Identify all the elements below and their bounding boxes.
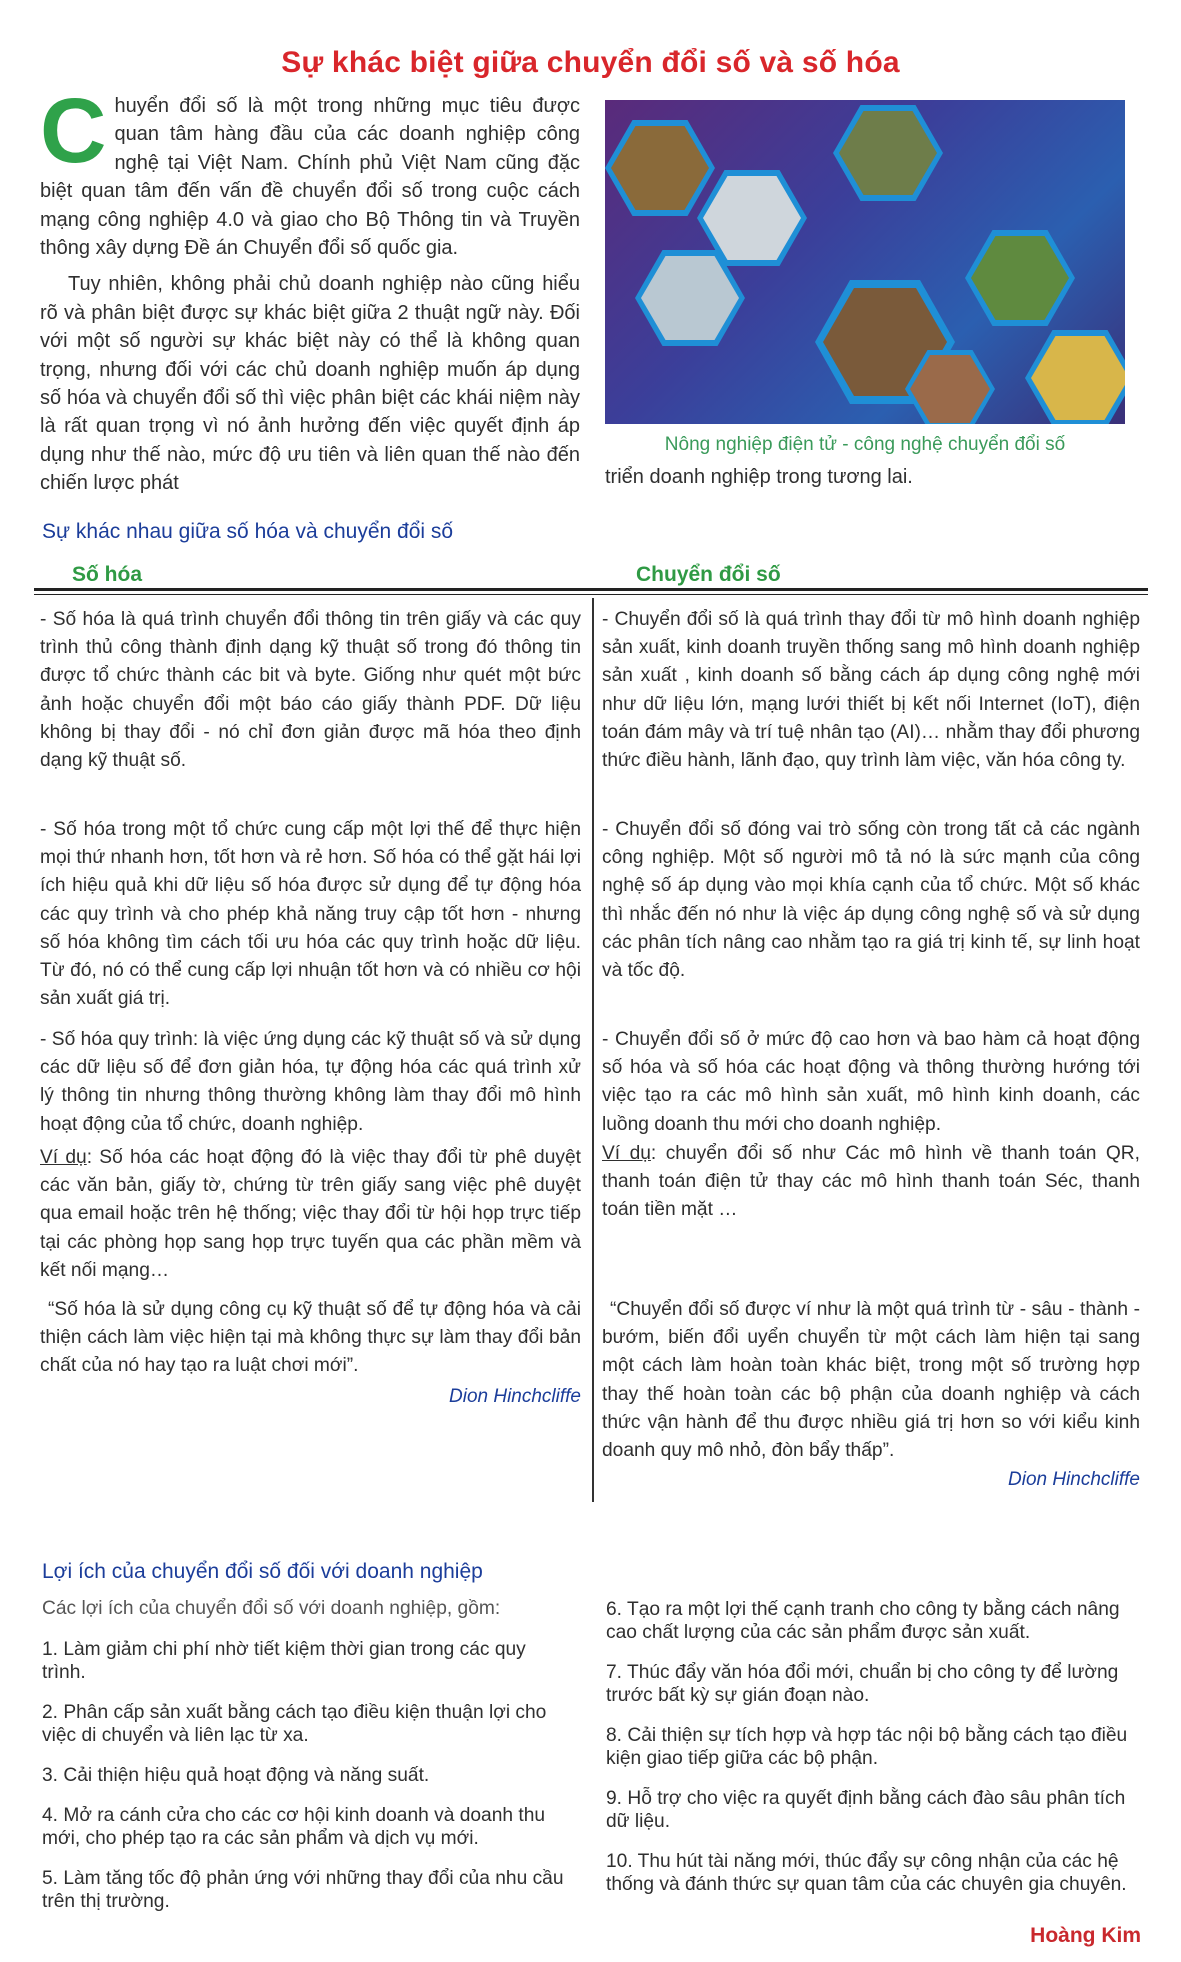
benefit-item: 5. Làm tăng tốc độ phản ứng với những thay đổi của nhu cầu trên thị trường.	[42, 1868, 564, 1912]
table-top-rule	[34, 588, 1148, 591]
left-cell-1: - Số hóa là quá trình chuyển đổi thông tin trên giấy và các quy trình thủ công thành định dạng kỹ thuật số trong đó thông tin được tổ chức thành các bit và byte. Giống như quét một bức ảnh hoặc chuyển đổi một báo cáo giấy thành PDF. Dữ liệu không bị thay đổi - nó chỉ đơn giản được mã hóa theo định dạng kỹ thuật số.	[40, 609, 581, 772]
right-cell-3: - Chuyển đổi số ở mức độ cao hơn và bao hàm cả hoạt động số hóa và số hóa các hoạt động và thông thường hướng tới việc tạo ra các mô hình sản xuất, mô hình kinh doanh, các luồng doanh thu mới cho doanh nghiệp.	[602, 1029, 1140, 1135]
benefit-item: 1. Làm giảm chi phí nhờ tiết kiệm thời gian trong các quy trình.	[42, 1639, 526, 1683]
benefits-intro: Các lợi ích của chuyển đổi số với doanh nghiệp, gồm:	[42, 1598, 501, 1619]
drop-cap: C	[40, 80, 107, 182]
image-caption: Nông nghiệp điện tử - công nghệ chuyển đổi số	[664, 434, 1066, 455]
left-cell-3: - Số hóa quy trình: là việc ứng dụng các kỹ thuật số và sử dụng các dữ liệu số để đơn giản hóa, tự động hóa các quá trình xử lý thông tin nhưng thông thường không làm thay đổi mô hình hoạt động của tổ chức, doanh nghiệp.	[40, 1029, 581, 1135]
intro-tail: triển doanh nghiệp trong tương lai.	[605, 466, 913, 488]
intro-paragraph-1: Chuyển đổi số là một trong những mục tiêu được quan tâm hàng đầu của các doanh nghiệp công nghệ tại Việt Nam. Chính phủ Việt Nam cũng đặc biệt quan tâm đến vấn đề chuyển đổi số trong cuộc cách mạng công nghiệp 4.0 và giao cho Bộ Thông tin và Truyền thông xây dựng Đề án Chuyển đổi số quốc gia.	[40, 80, 580, 260]
right-cell-1: - Chuyển đổi số là quá trình thay đổi từ mô hình doanh nghiệp sản xuất, kinh doanh truyền thống sang mô hình doanh nghiệp sản xuất , kinh doanh số bằng cách áp dụng công nghệ mới như dữ liệu lớn, mạng lưới thiết bị kết nối Internet (IoT), điện toán đám mây và trí tuệ nhân tạo (AI)… nhằm thay đổi phương thức điều hành, lãnh đạo, quy trình làm việc, văn hóa công ty.	[602, 609, 1140, 772]
benefit-item: 9. Hỗ trợ cho việc ra quyết định bằng cách đào sâu phân tích dữ liệu.	[606, 1788, 1126, 1832]
right-quote-author: Dion Hinchcliffe	[1008, 1469, 1140, 1490]
intro-text	[40, 80, 580, 498]
benefit-item: 10. Thu hút tài năng mới, thúc đẩy sự công nhận của các hệ thống và đánh thức sự quan tâm của các chuyên gia chuyên.	[606, 1851, 1127, 1895]
left-column-header: Số hóa	[72, 563, 143, 586]
benefit-item: 6. Tạo ra một lợi thế cạnh tranh cho công ty bằng cách nâng cao chất lượng của các sản phẩm được sản xuất.	[606, 1599, 1120, 1643]
left-quote-author: Dion Hinchcliffe	[449, 1386, 581, 1407]
right-cell-2: - Chuyển đổi số đóng vai trò sống còn trong tất cả các ngành công nghiệp. Một số người mô tả nó là sức mạnh của công nghệ số áp dụng vào mọi khía cạnh của tổ chức. Một số khác thì nhắc đến nó như là việc áp dụng công nghệ số và sử dụng các phân tích nâng cao nhằm tạo ra giá trị kinh tế, sự linh hoạt và tốc độ.	[602, 819, 1140, 982]
left-cell-2: - Số hóa trong một tổ chức cung cấp một lợi thế để thực hiện mọi thứ nhanh hơn, tốt hơn và rẻ hơn. Số hóa có thể gặt hái lợi ích hiệu quả khi dữ liệu số hóa được sử dụng để tự động hóa các quy trình và cho phép khả năng truy cập tốt hơn - nhưng số hóa không tìm cách tối ưu hóa các quy trình hoặc dữ liệu. Từ đó, nó có thể cung cấp lợi nhuận tốt hơn và có nhiều cơ hội sản xuất giá trị.	[40, 819, 581, 1010]
left-example	[40, 1144, 581, 1285]
comparison-heading: Sự khác nhau giữa số hóa và chuyển đổi số	[42, 520, 454, 543]
right-quote: “Chuyển đổi số được ví như là một quá trình từ - sâu - thành - bướm, biến đổi uyển chuyển từ một cách làm hiện tại sang một cách làm hoàn toàn khác biệt, trong một số trường hợp thay thế hoàn toàn các bộ phận của doanh nghiệp và cách thức vận hành để thu được nhiều giá trị hơn so với kiểu kinh doanh quy mô nhỏ, đòn bẩy thấp”.	[602, 1299, 1140, 1462]
benefit-item: 4. Mở ra cánh cửa cho các cơ hội kinh doanh và doanh thu mới, cho phép tạo ra các sản phẩm và dịch vụ mới.	[42, 1805, 546, 1849]
benefits-list-right	[606, 1598, 1136, 1913]
table-column-divider	[592, 598, 594, 1502]
article-author: Hoàng Kim	[1030, 1924, 1141, 1947]
left-example-text: : Số hóa các hoạt động đó là việc thay đổi từ phê duyệt các văn bản, giấy tờ, chứng từ trên giấy sang việc phê duyệt qua email hoặc trên hệ thống; việc thay đổi từ hội họp trực tiếp tại các phòng họp sang họp trực tuyến qua các phần mềm và kết nối mạng…	[40, 1147, 581, 1281]
benefit-item: 7. Thúc đẩy văn hóa đổi mới, chuẩn bị cho công ty để lường trước bất kỳ sự gián đoạn nào.	[606, 1662, 1119, 1706]
benefits-list-left	[42, 1638, 572, 1930]
right-example-text: : chuyển đổi số như Các mô hình về thanh toán QR, thanh toán điện tử thay các mô hình thanh toán Séc, thanh toán tiền mặt …	[602, 1143, 1140, 1221]
benefit-item: 8. Cải thiện sự tích hợp và hợp tác nội bộ bằng cách tạo điều kiện giao tiếp giữa các bộ phận.	[606, 1725, 1128, 1769]
intro-paragraph-2: Tuy nhiên, không phải chủ doanh nghiệp nào cũng hiểu rõ và phân biệt được sự khác biệt giữa 2 thuật ngữ này. Đối với một số người sự khác biệt này có thể là không quan trọng, nhưng đối với các chủ doanh nghiệp muốn áp dụng số hóa và chuyển đổi số thì việc phân biệt các khái niệm này là rất quan trọng vì nó ảnh hưởng đến việc quyết định áp dụng như thế nào, mức độ ưu tiên và liên quan thế nào đến chiến lược phát	[40, 273, 580, 495]
agriculture-collage-image	[605, 100, 1125, 424]
benefit-item: 2. Phân cấp sản xuất bằng cách tạo điều kiện thuận lợi cho việc di chuyển và liên lạc từ xa.	[42, 1702, 547, 1746]
left-quote: “Số hóa là sử dụng công cụ kỹ thuật số để tự động hóa và cải thiện cách làm việc hiện tại mà không thực sự làm thay đổi bản chất của nó hay tạo ra luật chơi mới”.	[40, 1299, 581, 1377]
right-example	[602, 1140, 1140, 1225]
benefits-heading: Lợi ích của chuyển đổi số đối với doanh nghiệp	[42, 1560, 483, 1583]
right-column-header: Chuyển đổi số	[636, 563, 781, 586]
benefit-item: 3. Cải thiện hiệu quả hoạt động và năng suất.	[42, 1765, 430, 1786]
table-top-rule-thin	[34, 594, 1148, 595]
left-example-label: Ví dụ	[40, 1147, 87, 1168]
article-title: Sự khác biệt giữa chuyển đổi số và số hóa	[281, 46, 900, 79]
right-example-label: Ví dụ	[602, 1143, 651, 1164]
